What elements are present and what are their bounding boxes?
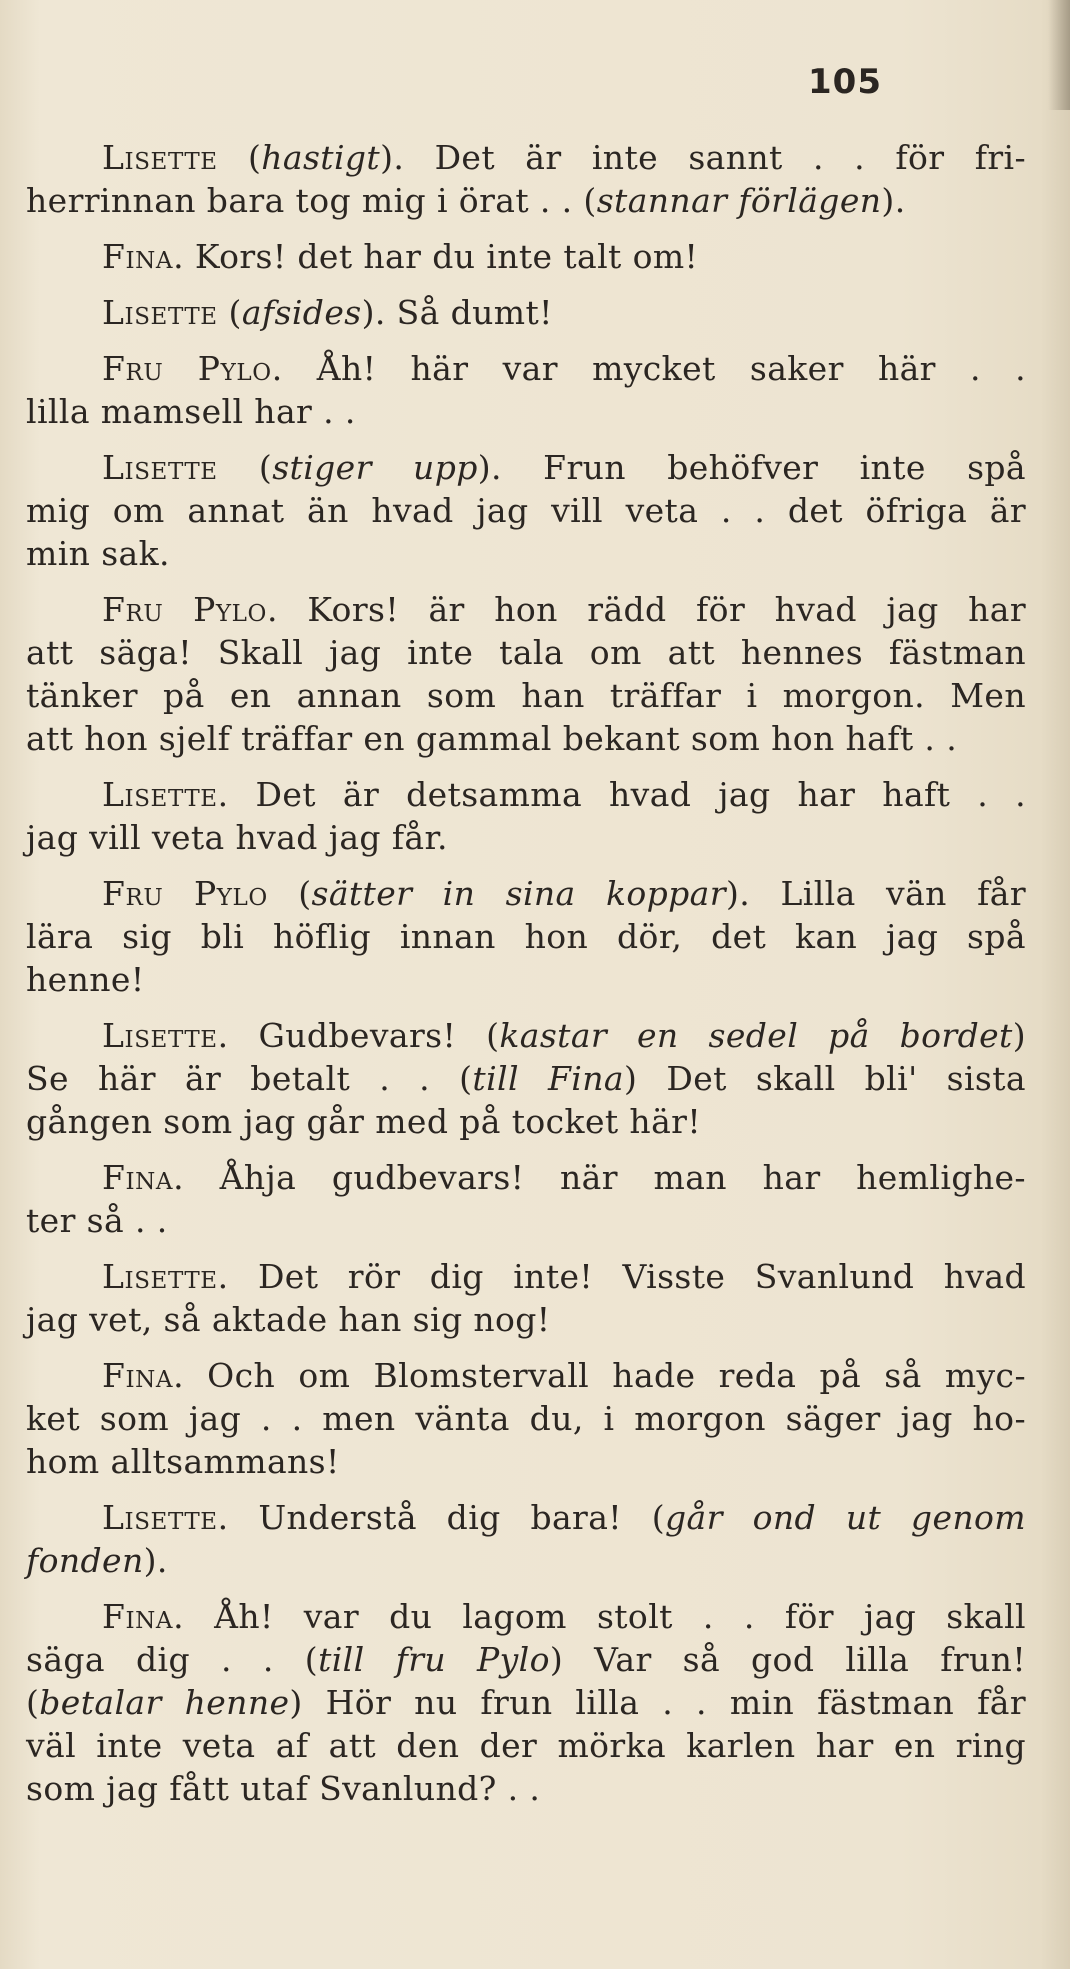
- speaker-name: Lisette: [102, 293, 218, 332]
- text-run: säga dig . . (: [26, 1640, 319, 1679]
- speech-lisette-3: [26, 446, 1026, 575]
- text-run: ). Det är inte sannt . . för fri-: [380, 138, 1027, 177]
- text-line: som jag fått utaf Svanlund? . .: [26, 1769, 541, 1808]
- text-line: [26, 1496, 1026, 1539]
- speaker-name: Lisette: [102, 448, 218, 487]
- text-run: . Det är detsamma hvad jag har haft . .: [217, 775, 1026, 814]
- text-line: att säga! Skall jag inte tala om att hennes fästman: [26, 633, 1026, 672]
- stage-direction: stannar förlägen: [596, 181, 882, 220]
- speaker-name: Lisette: [102, 138, 218, 177]
- text-run: . Kors! det har du inte talt om!: [173, 237, 699, 276]
- text-run: . Och om Blomstervall hade reda på så myc-: [173, 1356, 1026, 1395]
- text-line: [26, 136, 1026, 179]
- text-line: [26, 1354, 1026, 1397]
- text-run: (: [267, 874, 312, 913]
- stage-direction: afsides: [241, 293, 362, 332]
- stage-direction: går ond ut genom: [665, 1498, 1026, 1537]
- text-line: [26, 291, 1026, 334]
- speech-fina-1: [26, 235, 1026, 278]
- text-run: . Kors! är hon rädd för hvad jag har: [267, 590, 1027, 629]
- text-run: . Det rör dig inte! Visste Svanlund hvad: [217, 1257, 1026, 1296]
- text-run: ). Frun behöfver inte spå: [477, 448, 1026, 487]
- text-line: min sak.: [26, 534, 170, 573]
- page-edge-shadow: [1048, 0, 1070, 110]
- stage-direction: fonden: [26, 1541, 144, 1580]
- stage-direction: till fru Pylo: [318, 1640, 550, 1679]
- stage-direction: sätter in sina koppar: [311, 874, 726, 913]
- text-line: [26, 773, 1026, 816]
- speaker-name: Fina: [102, 1356, 174, 1395]
- page-number: 105: [808, 62, 882, 102]
- text-line: [26, 872, 1026, 915]
- text-line: väl inte veta af att den der mörka karlen har en ring: [26, 1726, 1026, 1765]
- speech-lisette-2: [26, 291, 1026, 334]
- speaker-name: Fru Pylo: [102, 349, 272, 388]
- text-line: [26, 1255, 1026, 1298]
- speaker-name: Lisette: [102, 1498, 218, 1537]
- text-run: Se här är betalt . . (: [26, 1059, 473, 1098]
- text-run: . Åh! var du lagom stolt . . för jag skall: [173, 1597, 1026, 1636]
- speech-lisette-7: [26, 1496, 1026, 1582]
- text-run: ).: [143, 1541, 168, 1580]
- speech-lisette-1: [26, 136, 1026, 222]
- text-run: ).: [881, 181, 906, 220]
- text-line: mig om annat än hvad jag vill veta . . det öfriga är: [26, 491, 1026, 530]
- speech-fina-3: [26, 1354, 1026, 1483]
- dialogue-text: [26, 136, 1026, 1823]
- text-line: hom alltsammans!: [26, 1442, 340, 1481]
- speaker-name: Fina: [102, 1158, 174, 1197]
- text-line: tänker på en annan som han träffar i morgon. Men: [26, 676, 1026, 715]
- speech-fina-4: [26, 1595, 1026, 1810]
- speaker-name: Fina: [102, 237, 174, 276]
- stage-direction: kastar en sedel på bordet: [499, 1016, 1013, 1055]
- speaker-name: Lisette: [102, 775, 218, 814]
- text-line: [26, 588, 1026, 631]
- text-run: ) Var så god lilla frun!: [549, 1640, 1026, 1679]
- stage-direction: hastigt: [261, 138, 381, 177]
- text-line: henne!: [26, 960, 145, 999]
- text-line: jag vet, så aktade han sig nog!: [26, 1300, 551, 1339]
- text-line: [26, 1681, 1026, 1724]
- text-line: [26, 1595, 1026, 1638]
- text-line: [26, 235, 1026, 278]
- text-line: [26, 179, 1026, 222]
- speech-fru-pylo-3: [26, 872, 1026, 1001]
- speech-fru-pylo-1: [26, 347, 1026, 433]
- text-line: att hon sjelf träffar en gammal bekant som hon haft . .: [26, 719, 958, 758]
- text-run: . Understå dig bara! (: [217, 1498, 666, 1537]
- text-run: (: [217, 293, 242, 332]
- speaker-name: Lisette: [102, 1016, 218, 1055]
- text-run: herrinnan bara tog mig i örat . . (: [26, 181, 597, 220]
- speech-fru-pylo-2: [26, 588, 1026, 760]
- text-line: jag vill veta hvad jag får.: [26, 818, 448, 857]
- text-line: gången som jag går med på tocket här!: [26, 1102, 701, 1141]
- text-line: [26, 1638, 1026, 1681]
- text-run: . Åh! här var mycket saker här . .: [271, 349, 1026, 388]
- text-line: lära sig bli höflig innan hon dör, det kan jag spå: [26, 917, 1026, 956]
- text-run: ): [1012, 1016, 1026, 1055]
- text-run: (: [217, 448, 273, 487]
- speech-fina-2: [26, 1156, 1026, 1242]
- text-run: ) Hör nu frun lilla . . min fästman får: [289, 1683, 1026, 1722]
- text-line: [26, 1057, 1026, 1100]
- stage-direction: betalar henne: [39, 1683, 290, 1722]
- speech-lisette-6: [26, 1255, 1026, 1341]
- speaker-name: Lisette: [102, 1257, 218, 1296]
- text-line: ket som jag . . men vänta du, i morgon säger jag ho-: [26, 1399, 1026, 1438]
- speaker-name: Fina: [102, 1597, 174, 1636]
- speaker-name: Fru Pylo: [102, 874, 268, 913]
- text-run: (: [26, 1683, 40, 1722]
- stage-direction: till Fina: [472, 1059, 624, 1098]
- text-run: ). Så dumt!: [361, 293, 553, 332]
- text-run: (: [217, 138, 262, 177]
- text-line: lilla mamsell har . .: [26, 392, 356, 431]
- text-run: . Åhja gudbevars! när man har hemlighe-: [173, 1158, 1026, 1197]
- stage-direction: stiger upp: [272, 448, 478, 487]
- text-line: [26, 1014, 1026, 1057]
- speaker-name: Fru Pylo: [102, 590, 268, 629]
- text-line: [26, 347, 1026, 390]
- text-run: ) Det skall bli' sista: [623, 1059, 1026, 1098]
- text-line: [26, 446, 1026, 489]
- text-line: ter så . .: [26, 1201, 168, 1240]
- speech-lisette-4: [26, 773, 1026, 859]
- text-line: [26, 1156, 1026, 1199]
- text-run: ). Lilla vän får: [725, 874, 1027, 913]
- speech-lisette-5: [26, 1014, 1026, 1143]
- text-line: [26, 1539, 1026, 1582]
- text-run: . Gudbevars! (: [217, 1016, 500, 1055]
